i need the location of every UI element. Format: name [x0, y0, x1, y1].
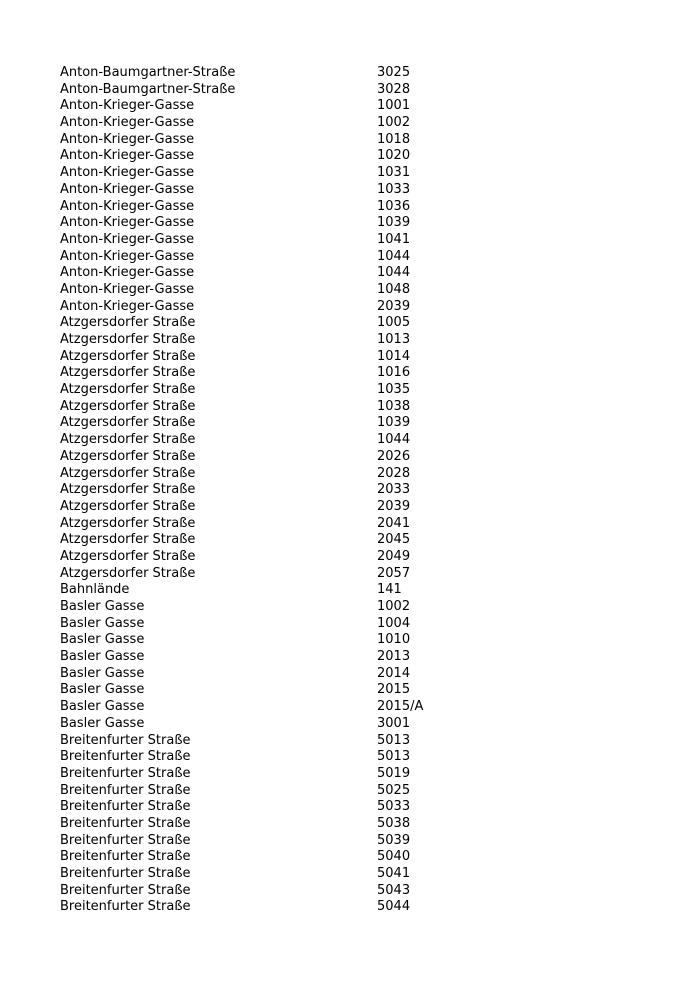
street-name: Breitenfurter Straße [60, 849, 191, 865]
house-number: 2014 [377, 665, 411, 681]
street-name: Atzgersdorfer Straße [60, 348, 196, 364]
house-number: 5043 [377, 882, 411, 898]
list-item [60, 82, 480, 99]
house-number: 1039 [377, 415, 411, 431]
house-number: 1031 [377, 165, 411, 181]
list-item [60, 382, 480, 399]
house-number: 1002 [377, 599, 411, 614]
house-number: 1016 [377, 365, 411, 381]
house-number: 2039 [377, 298, 411, 314]
list-item [60, 165, 480, 182]
house-number: 2041 [377, 515, 411, 531]
street-name: Atzgersdorfer Straße [60, 398, 196, 414]
street-name: Breitenfurter Straße [60, 815, 191, 831]
street-name: Basler Gasse [60, 715, 145, 731]
list-item [60, 749, 480, 766]
street-name: Atzgersdorfer Straße [60, 382, 196, 398]
list-item [60, 616, 480, 633]
street-name: Breitenfurter Straße [60, 832, 191, 848]
list-item [60, 866, 480, 883]
street-name: Atzgersdorfer Straße [60, 482, 196, 498]
street-name: Atzgersdorfer Straße [60, 432, 196, 448]
house-number: 5040 [377, 849, 411, 865]
house-number: 1039 [377, 215, 411, 231]
list-item [60, 365, 480, 382]
list-item [60, 666, 480, 683]
house-number: 1018 [377, 131, 411, 147]
house-number: 5019 [377, 765, 411, 781]
street-name: Atzgersdorfer Straße [60, 565, 196, 581]
list-item [60, 265, 480, 282]
house-number: 2045 [377, 532, 411, 548]
list-item [60, 148, 480, 165]
list-item [60, 566, 480, 583]
street-name: Basler Gasse [60, 615, 145, 631]
house-number: 2015/A [377, 699, 424, 715]
street-name: Atzgersdorfer Straße [60, 532, 196, 548]
street-name: Basler Gasse [60, 665, 145, 681]
list-item [60, 432, 480, 449]
house-number: 1038 [377, 398, 411, 414]
house-number: 1010 [377, 632, 411, 648]
house-number: 1044 [377, 265, 411, 281]
house-number: 5038 [377, 815, 411, 831]
house-number: 1044 [377, 432, 411, 448]
street-name: Anton-Krieger-Gasse [60, 231, 195, 247]
house-number: 2049 [377, 548, 411, 564]
house-number: 1044 [377, 248, 411, 264]
list-item [60, 349, 480, 366]
list-item [60, 199, 480, 216]
street-name: Anton-Krieger-Gasse [60, 131, 195, 147]
street-name: Breitenfurter Straße [60, 799, 191, 815]
street-name: Anton-Krieger-Gasse [60, 115, 195, 131]
house-number: 1035 [377, 382, 411, 398]
house-number: 3001 [377, 715, 411, 731]
street-name: Atzgersdorfer Straße [60, 465, 196, 481]
house-number: 2015 [377, 682, 411, 698]
street-name: Atzgersdorfer Straße [60, 315, 196, 331]
list-item [60, 282, 480, 299]
house-number: 5041 [377, 866, 411, 881]
list-item [60, 482, 480, 499]
house-number: 5013 [377, 732, 411, 748]
list-item [60, 466, 480, 483]
house-number: 2033 [377, 482, 411, 498]
street-name: Atzgersdorfer Straße [60, 515, 196, 531]
street-name: Breitenfurter Straße [60, 866, 191, 881]
house-number: 5039 [377, 832, 411, 848]
street-name: Anton-Krieger-Gasse [60, 215, 195, 231]
house-number: 1001 [377, 98, 411, 114]
list-item [60, 849, 480, 866]
street-name: Anton-Krieger-Gasse [60, 281, 195, 297]
house-number: 2057 [377, 565, 411, 581]
list-item [60, 799, 480, 816]
street-name: Anton-Baumgartner-Straße [60, 65, 236, 80]
list-item [60, 232, 480, 249]
street-name: Atzgersdorfer Straße [60, 332, 196, 347]
list-item [60, 399, 480, 416]
list-item [60, 499, 480, 516]
list-item [60, 249, 480, 266]
list-item [60, 833, 480, 850]
house-number: 2026 [377, 448, 411, 464]
list-item [60, 766, 480, 783]
list-item [60, 449, 480, 466]
house-number: 5013 [377, 749, 411, 765]
list-item [60, 182, 480, 199]
street-name: Anton-Krieger-Gasse [60, 148, 195, 164]
street-name: Anton-Krieger-Gasse [60, 198, 195, 214]
list-item [60, 649, 480, 666]
street-name: Breitenfurter Straße [60, 765, 191, 781]
list-item [60, 415, 480, 432]
house-number: 1014 [377, 348, 411, 364]
list-item [60, 599, 480, 616]
street-name: Breitenfurter Straße [60, 782, 191, 798]
house-number: 2013 [377, 649, 411, 665]
street-name: Anton-Baumgartner-Straße [60, 81, 236, 97]
street-name: Basler Gasse [60, 649, 145, 665]
list-item [60, 549, 480, 566]
list-item [60, 299, 480, 316]
house-number: 1005 [377, 315, 411, 331]
list-item [60, 315, 480, 332]
house-number: 5044 [377, 899, 411, 915]
list-item [60, 115, 480, 132]
street-name: Atzgersdorfer Straße [60, 448, 196, 464]
street-name: Anton-Krieger-Gasse [60, 265, 195, 281]
street-name: Breitenfurter Straße [60, 732, 191, 748]
house-number: 1033 [377, 181, 411, 197]
street-name: Basler Gasse [60, 699, 145, 715]
house-number: 1036 [377, 198, 411, 214]
address-list [60, 65, 480, 916]
list-item [60, 332, 480, 349]
list-item [60, 716, 480, 733]
street-name: Atzgersdorfer Straße [60, 365, 196, 381]
street-name: Atzgersdorfer Straße [60, 548, 196, 564]
street-name: Anton-Krieger-Gasse [60, 181, 195, 197]
list-item [60, 215, 480, 232]
list-item [60, 682, 480, 699]
house-number: 1004 [377, 615, 411, 631]
street-name: Breitenfurter Straße [60, 899, 191, 915]
street-name: Atzgersdorfer Straße [60, 498, 196, 514]
street-name: Anton-Krieger-Gasse [60, 298, 195, 314]
list-item [60, 582, 480, 599]
house-number: 1020 [377, 148, 411, 164]
house-number: 1002 [377, 115, 411, 131]
street-name: Anton-Krieger-Gasse [60, 165, 195, 181]
list-item [60, 783, 480, 800]
street-name: Anton-Krieger-Gasse [60, 248, 195, 264]
street-name: Basler Gasse [60, 632, 145, 648]
house-number: 2039 [377, 498, 411, 514]
street-name: Bahnlände [60, 582, 130, 598]
street-name: Breitenfurter Straße [60, 749, 191, 765]
list-item [60, 532, 480, 549]
street-name: Breitenfurter Straße [60, 882, 191, 898]
list-item [60, 899, 480, 916]
street-name: Basler Gasse [60, 599, 145, 614]
house-number: 5025 [377, 782, 411, 798]
list-item [60, 816, 480, 833]
street-name: Anton-Krieger-Gasse [60, 98, 195, 114]
street-name: Atzgersdorfer Straße [60, 415, 196, 431]
house-number: 1048 [377, 281, 411, 297]
list-item [60, 98, 480, 115]
list-item [60, 632, 480, 649]
house-number: 1041 [377, 231, 411, 247]
house-number: 1013 [377, 332, 411, 347]
house-number: 3028 [377, 81, 411, 97]
house-number: 141 [377, 582, 402, 598]
house-number: 2028 [377, 465, 411, 481]
house-number: 3025 [377, 65, 411, 80]
street-name: Basler Gasse [60, 682, 145, 698]
list-item [60, 699, 480, 716]
list-item [60, 733, 480, 750]
list-item [60, 65, 480, 82]
list-item [60, 883, 480, 900]
list-item [60, 132, 480, 149]
house-number: 5033 [377, 799, 411, 815]
list-item [60, 516, 480, 533]
